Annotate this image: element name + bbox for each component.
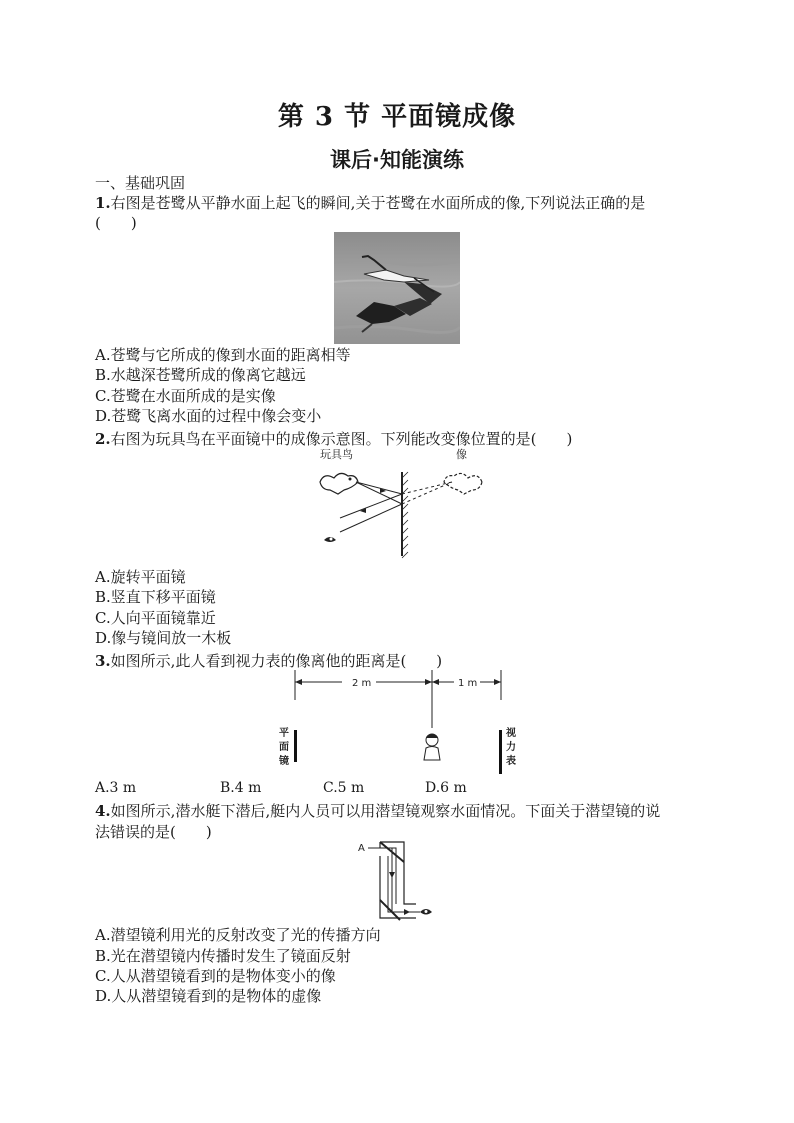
question-3-option-d: D.6 m: [425, 780, 467, 796]
question-1-bracket: ( ): [95, 214, 137, 232]
question-3-text: 如图所示,此人看到视力表的像离他的距离是( ): [110, 652, 443, 670]
label-chart-1: 视: [506, 728, 516, 739]
question-2-option-c: C.人向平面镜靠近: [95, 609, 216, 627]
label-chart-2: 力: [506, 742, 516, 753]
question-3-option-b: B.4 m: [220, 780, 262, 796]
question-3-number: 3.: [95, 652, 111, 670]
question-4-option-c: C.人从潜望镜看到的是物体变小的像: [95, 967, 336, 985]
eye-chart-mirror-diagram: [272, 668, 522, 780]
question-1-option-d: D.苍鹭飞离水面的过程中像会变小: [95, 407, 322, 425]
periscope-diagram: [354, 838, 444, 924]
question-4-bracket: 法错误的是( ): [95, 823, 212, 841]
question-4-stem: [95, 801, 660, 821]
question-2-option-a: A.旋转平面镜: [95, 568, 186, 586]
page-subtitle: 课后·知能演练: [330, 148, 464, 172]
toy-bird-mirror-diagram: [306, 444, 496, 564]
question-1-option-b: B.水越深苍鹭所成的像离它越远: [95, 366, 306, 384]
label-distance-2m: 2 m: [352, 678, 372, 689]
question-1-stem: [95, 193, 645, 213]
section-heading: 一、基础巩固: [95, 174, 186, 192]
question-1-number: 1.: [95, 194, 111, 212]
heron-photo: [334, 232, 460, 344]
question-1-option-a: A.苍鹭与它所成的像到水面的距离相等: [95, 346, 351, 364]
question-4-text: 如图所示,潜水艇下潜后,艇内人员可以用潜望镜观察水面情况。下面关于潜望镜的说: [110, 802, 661, 820]
question-2-option-d: D.像与镜间放一木板: [95, 629, 232, 647]
label-toy-bird: 玩具鸟: [320, 448, 353, 461]
label-mirror-3: 镜: [279, 756, 289, 767]
question-1-option-c: C.苍鹭在水面所成的是实像: [95, 387, 276, 405]
label-mirror-2: 面: [279, 742, 289, 753]
label-image: 像: [456, 448, 467, 461]
label-distance-1m: 1 m: [458, 678, 478, 689]
question-2-number: 2.: [95, 430, 111, 448]
page-title: 第 3 节 平面镜成像: [277, 102, 517, 132]
question-1-text: 右图是苍鹭从平静水面上起飞的瞬间,关于苍鹭在水面所成的像,下列说法正确的是: [110, 194, 646, 212]
label-mirror-1: 平: [279, 728, 289, 739]
question-3-option-a: A.3 m: [95, 780, 137, 796]
question-2-text: 右图为玩具鸟在平面镜中的成像示意图。下列能改变像位置的是( ): [110, 430, 573, 448]
question-4-option-a: A.潜望镜利用光的反射改变了光的传播方向: [95, 926, 381, 944]
question-3-options: [95, 780, 515, 800]
person-icon: [424, 734, 440, 760]
question-4-number: 4.: [95, 802, 111, 820]
question-3-option-c: C.5 m: [323, 780, 365, 796]
question-2-option-b: B.竖直下移平面镜: [95, 588, 216, 606]
question-4-option-d: D.人从潜望镜看到的是物体的虚像: [95, 987, 322, 1005]
label-object-a: A: [358, 843, 365, 854]
label-chart-3: 表: [506, 756, 516, 767]
question-4-option-b: B.光在潜望镜内传播时发生了镜面反射: [95, 947, 351, 965]
